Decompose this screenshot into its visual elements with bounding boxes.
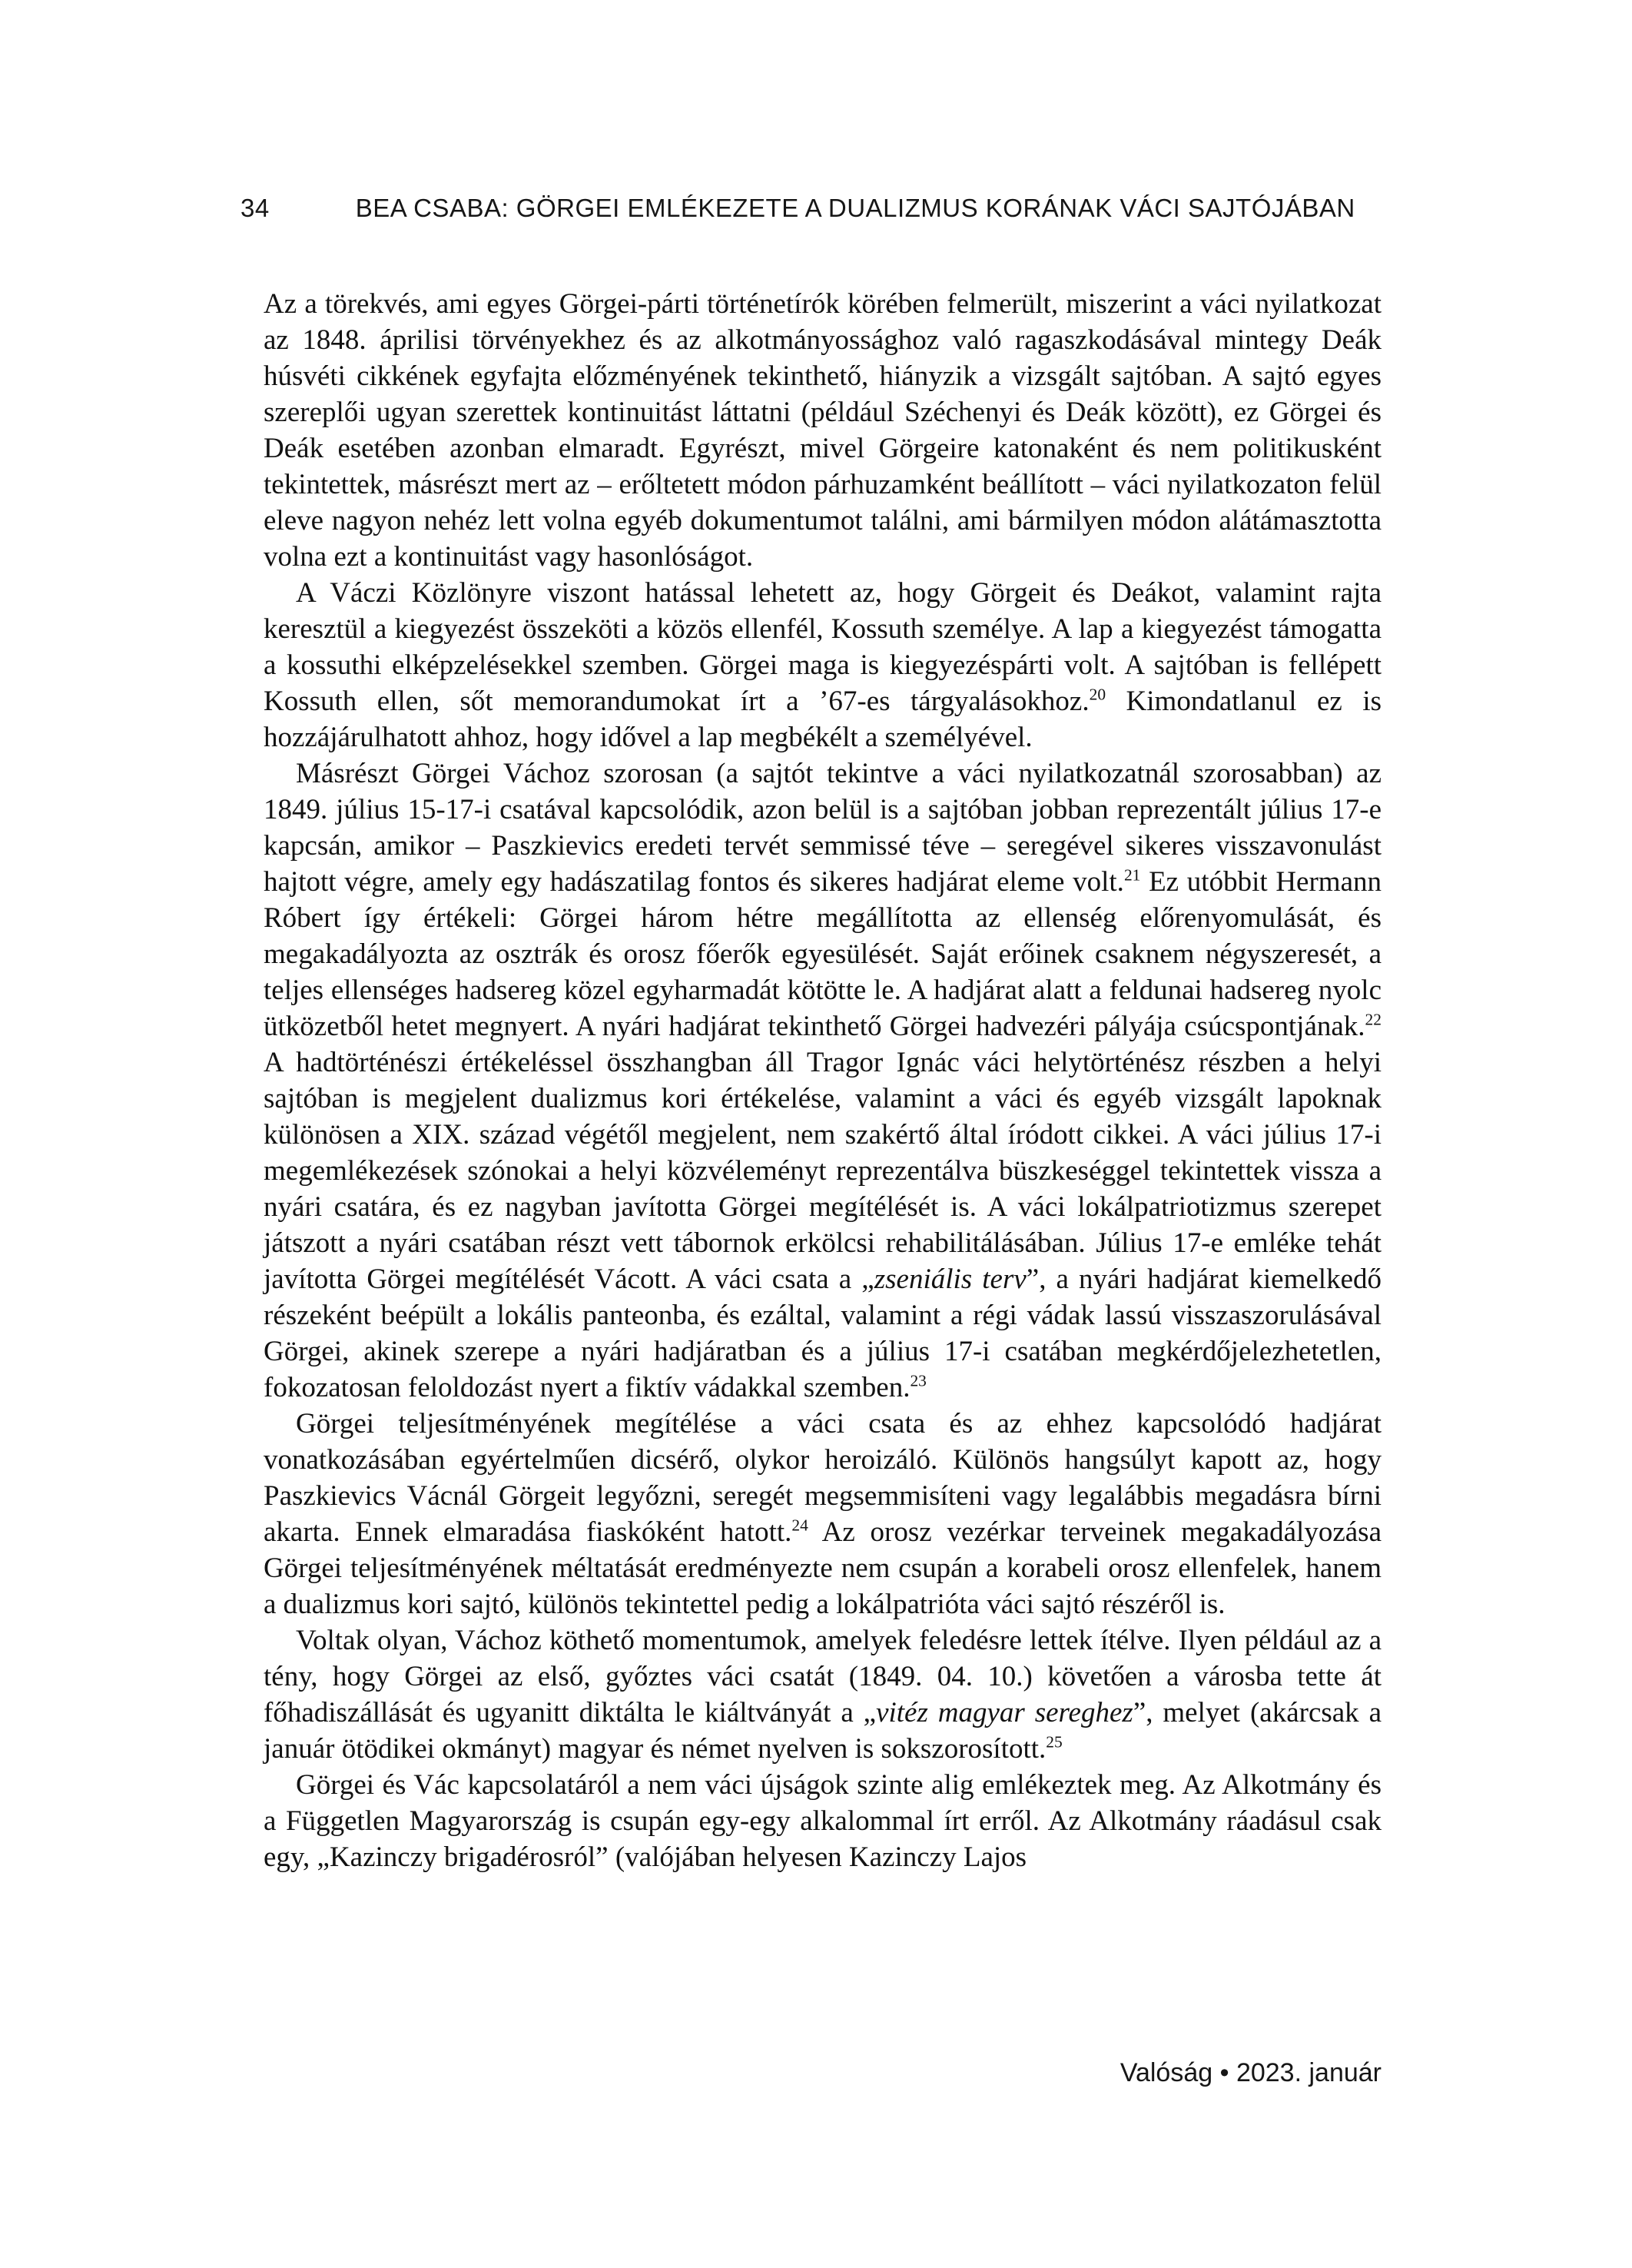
text-run: ”, melyet (akárcsak a január ötödikei okmányt) magyar és német nyelven is sokszorosított.: [264, 1697, 1382, 1765]
text-run: Másrészt Görgei Váchoz szorosan (a sajtót tekintve a váci nyilatkozatnál szorosabban) az 1849. július 15-17-i csatával kapcsolódik, azon belül is a sajtóban jobban reprezentált július 17-e kapcsán, amikor – Paszkievics eredeti tervét semmissé téve – seregével sikeres visszavonulást hajtott végre, amely egy hadászatilag fontos és sikeres hadjárat eleme volt.: [264, 758, 1382, 898]
paragraph: [264, 575, 1382, 755]
footnote-marker: 22: [1365, 1010, 1382, 1029]
emphasized-text: zseniális terv: [874, 1264, 1027, 1295]
text-run: Ez utóbbit Hermann Róbert így értékeli: Görgei három hétre megállította az ellenség előrenyomulását, és megakadályozta az osztrák és orosz főerők egyesülését. Saját erőinek csaknem négyszeresét, a teljes ellenséges hadsereg közel egyharmadát kötötte le. A hadjárat alatt a feldunai hadsereg nyolc ütközetből hetet megnyert. A nyári hadjárat tekinthető Görgei hadvezéri pályája csúcspontjának.: [264, 866, 1382, 1042]
journal-issue-label: Valóság • 2023. január: [1120, 2058, 1382, 2087]
text-run: A Váczi Közlönyre viszont hatással lehetett az, hogy Görgeit és Deákot, valamint rajta keresztül a kiegyezést összeköti a közös ellenfél, Kossuth személye. A lap a kiegyezést támogatta a kossuthi elképzelésekkel szemben. Görgei maga is kiegyezéspárti volt. A sajtóban is fellépett Kossuth ellen, sőt memorandumokat írt a ’67-es tárgyalásokhoz.: [264, 577, 1382, 717]
footnote-marker: 21: [1123, 865, 1141, 885]
footnote-marker: 24: [791, 1516, 808, 1535]
text-run: Görgei teljesítményének megítélése a váci csata és az ehhez kapcsolódó hadjárat vonatkozásában egyértelműen dicsérő, olykor heroizáló. Különös hangsúlyt kapott az, hogy Paszkievics Vácnál Görgeit legyőzni, seregét megsemmisíteni vagy legalábbis megadásra bírni akarta. Ennek elmaradása fiaskóként hatott.: [264, 1408, 1382, 1548]
article-body: [264, 286, 1382, 1875]
text-run: A hadtörténészi értékeléssel összhangban áll Tragor Ignác váci helytörténész részben a helyi sajtóban is megjelent dualizmus kori értékelése, valamint a váci és egyéb vizsgált lapoknak különösen a XIX. század végétől megjelent, nem szakértő által íródott cikkei. A váci július 17-i megemlékezések szónokai a helyi közvéleményt reprezentálva büszkeséggel tekintettek vissza a nyári csatára, és ez nagyban javította Görgei megítélését is. A váci lokálpatriotizmus szerepet játszott a nyári csatában részt vett tábornok erkölcsi rehabilitálásában. Július 17-e emléke tehát javította Görgei megítélését Vácott. A váci csata a „: [264, 1047, 1382, 1295]
running-header: [240, 194, 1385, 223]
page-footer: [264, 2058, 1382, 2088]
page-number: 34: [240, 194, 270, 222]
running-header-title: BEA CSABA: GÖRGEI EMLÉKEZETE A DUALIZMUS KORÁNAK VÁCI SAJTÓJÁBAN: [355, 194, 1355, 222]
text-run: Az orosz vezérkar terveinek megakadályozása Görgei teljesítményének méltatását eredményezte nem csupán a korabeli orosz ellenfelek, hanem a dualizmus kori sajtó, különös tekintettel pedig a lokálpatrióta váci sajtó részéről is.: [264, 1516, 1382, 1620]
text-run: Görgei és Vác kapcsolatáról a nem váci újságok szinte alig emlékeztek meg. Az Alkotmány és a Független Magyarország is csupán egy-egy alkalommal írt erről. Az Alkotmány ráadásul csak egy, „Kazinczy brigadérosról” (valójában helyesen Kazinczy Lajos: [264, 1769, 1382, 1873]
text-run: Az a törekvés, ami egyes Görgei-párti történetírók körében felmerült, miszerint a váci nyilatkozat az 1848. áprilisi törvényekhez és az alkotmányossághoz való ragaszkodásával mintegy Deák húsvéti cikkének egyfajta előzményének tekinthető, hiányzik a vizsgált sajtóban. A sajtó egyes szereplői ugyan szerettek kontinuitást láttatni (például Széchenyi és Deák között), ez Görgei és Deák esetében azonban elmaradt. Egyrészt, mivel Görgeire katonaként és nem politikusként tekintettek, másrészt mert az – erőltetett módon párhuzamként beállított – váci nyilatkozaton felül eleve nagyon nehéz lett volna egyéb dokumentumot találni, ami bármilyen módon alátámasztotta volna ezt a kontinuitást vagy hasonlóságot.: [264, 288, 1382, 573]
emphasized-text: vitéz magyar sereghez: [876, 1697, 1133, 1728]
footnote-marker: 23: [910, 1371, 927, 1390]
paragraph: [264, 1622, 1382, 1767]
paragraph: [264, 1406, 1382, 1622]
footnote-marker: 25: [1046, 1732, 1063, 1752]
text-run: ”, a nyári hadjárat kiemelkedő részeként beépült a lokális panteonba, és ezáltal, valamint a régi vádak lassú visszaszorulásával Görgei, akinek szerepe a nyári hadjáratban és a július 17-i csatában megkérdőjelezhetetlen, fokozatosan feloldozást nyert a fiktív vádakkal szemben.: [264, 1264, 1382, 1403]
text-run: Kimondatlanul ez is hozzájárulhatott ahhoz, hogy idővel a lap megbékélt a személyével.: [264, 686, 1382, 753]
footnote-marker: 20: [1089, 685, 1106, 704]
text-run: Voltak olyan, Váchoz köthető momentumok, amelyek feledésre lettek ítélve. Ilyen például az a tény, hogy Görgei az első, győztes váci csatát (1849. 04. 10.) követően a városba tette át főhadiszállását és ugyanitt diktálta le kiáltványát a „: [264, 1625, 1382, 1728]
paragraph: [264, 755, 1382, 1406]
paragraph: [264, 286, 1382, 575]
paragraph: [264, 1767, 1382, 1875]
